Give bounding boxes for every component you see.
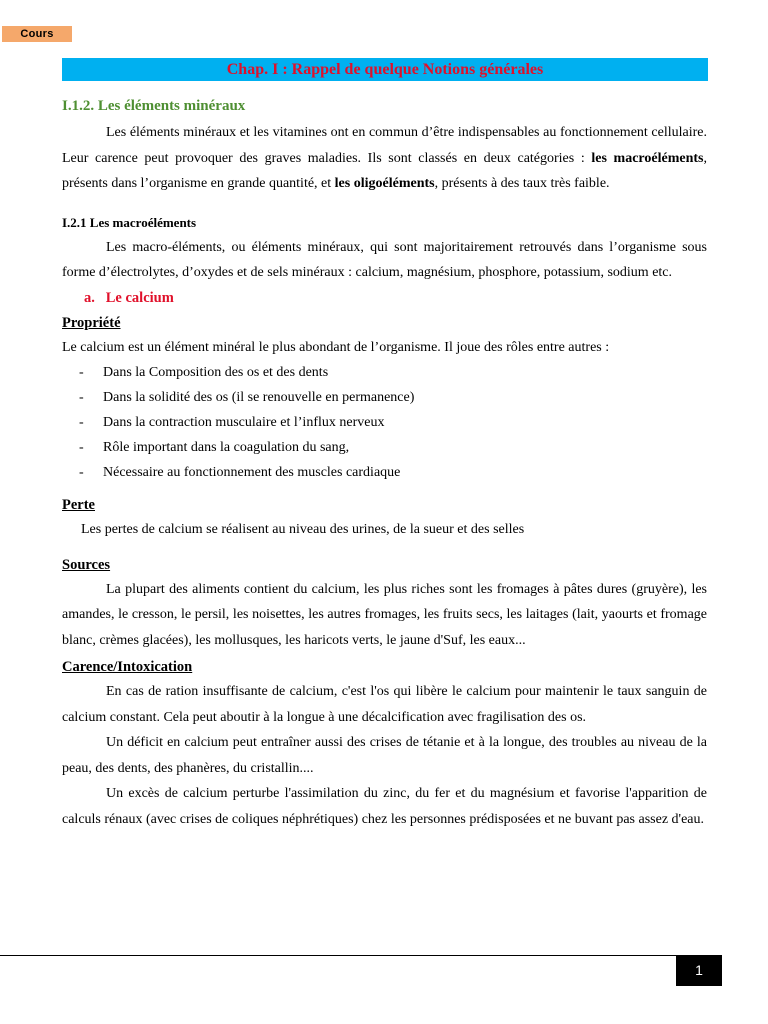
paragraph-carence-3: Un excès de calcium perturbe l'assimilation du zinc, du fer et du magnésium et favorise l'apparition de calculs rénaux (avec crises de coliques néphrétiques) chez les personnes prédisposées et ne buvant pas assez d'eau. xyxy=(62,786,707,827)
paragraph-perte: Les pertes de calcium se réalisent au niveau des urines, de la sueur et des selles xyxy=(81,522,525,537)
propriete-list xyxy=(62,360,707,485)
subsection-heading-calcium: a. Le calcium xyxy=(84,289,174,306)
list-item xyxy=(62,410,707,435)
paragraph-propriete-intro: Le calcium est un élément minéral le plus abondant de l’organisme. Il joue des rôles entre autres : xyxy=(62,339,610,355)
subsection-heading-macroelements: I.2.1 Les macroéléments xyxy=(62,214,197,230)
document-body xyxy=(62,94,707,832)
list-item-text: Dans la contraction musculaire et l’influx nerveux xyxy=(103,415,385,430)
heading-perte: Perte xyxy=(62,497,95,513)
list-item xyxy=(62,360,707,385)
page-number: 1 xyxy=(676,955,722,986)
list-dash: - xyxy=(79,465,84,480)
paragraph-carence-1: En cas de ration insuffisante de calcium, c'est l'os qui libère le calcium pour maintenir le taux sanguin de calcium constant. Cela peut aboutir à la longue à une décalcification avec fragilisation des os. xyxy=(62,684,707,725)
list-dash: - xyxy=(79,440,84,455)
paragraph-carence-2: Un déficit en calcium peut entraîner aussi des crises de tétanie et à la longue, des troubles au niveau de la peau, des dents, des phanères, du cristallin.... xyxy=(62,735,707,776)
paragraph-sources: La plupart des aliments contient du calcium, les plus riches sont les fromages à pâtes dures (gruyère), les amandes, le cresson, le persil, les noisettes, les autres fromages, les fruits secs, les laitages (lait, yaourts et fromage blanc, crèmes glacées), les mollusques, les haricots verts, le jaune d'Suf, les eaux... xyxy=(62,581,707,648)
section-heading-elements-mineraux: I.1.2. Les éléments minéraux xyxy=(62,98,246,114)
bold-term-macroelements: les macroéléments xyxy=(591,150,704,166)
list-item xyxy=(62,435,707,460)
footer-rule xyxy=(0,955,676,956)
text-run: , présents à des taux très faible. xyxy=(434,176,610,191)
paragraph-macroelements: Les macro-éléments, ou éléments minéraux, qui sont majoritairement retrouvés dans l’organisme sous forme d’électrolytes, d’oxydes et de sels minéraux : calcium, magnésium, phosphore, potassium, sodium etc. xyxy=(62,239,707,280)
list-item-text: Nécessaire au fonctionnement des muscles cardiaque xyxy=(103,465,401,480)
list-item xyxy=(62,460,707,485)
cours-tag: Cours xyxy=(2,26,72,42)
bold-term-oligoelements: les oligoéléments xyxy=(334,176,435,191)
text-run: , présents dans l’organisme en grande quantité, et xyxy=(62,150,707,191)
list-item-text: Dans la Composition des os et des dents xyxy=(103,365,329,380)
heading-propriete: Propriété xyxy=(62,314,121,331)
heading-carence-intoxication: Carence/Intoxication xyxy=(62,659,193,675)
text-run: Les éléments minéraux et les vitamines ont en commun d’être indispensables au fonctionnement cellulaire. Leur carence peut provoquer des graves maladies. Ils sont classés en deux catégories : xyxy=(62,125,707,166)
list-item-text: Dans la solidité des os (il se renouvelle en permanence) xyxy=(103,390,415,405)
list-dash: - xyxy=(79,365,84,380)
paragraph-intro-mineraux xyxy=(62,120,707,197)
list-item xyxy=(62,385,707,410)
list-item-text: Rôle important dans la coagulation du sang, xyxy=(103,440,350,455)
heading-sources: Sources xyxy=(62,556,111,573)
list-dash: - xyxy=(79,415,84,430)
chapter-title-banner: Chap. I : Rappel de quelque Notions générales xyxy=(62,58,708,81)
list-dash: - xyxy=(79,390,84,405)
